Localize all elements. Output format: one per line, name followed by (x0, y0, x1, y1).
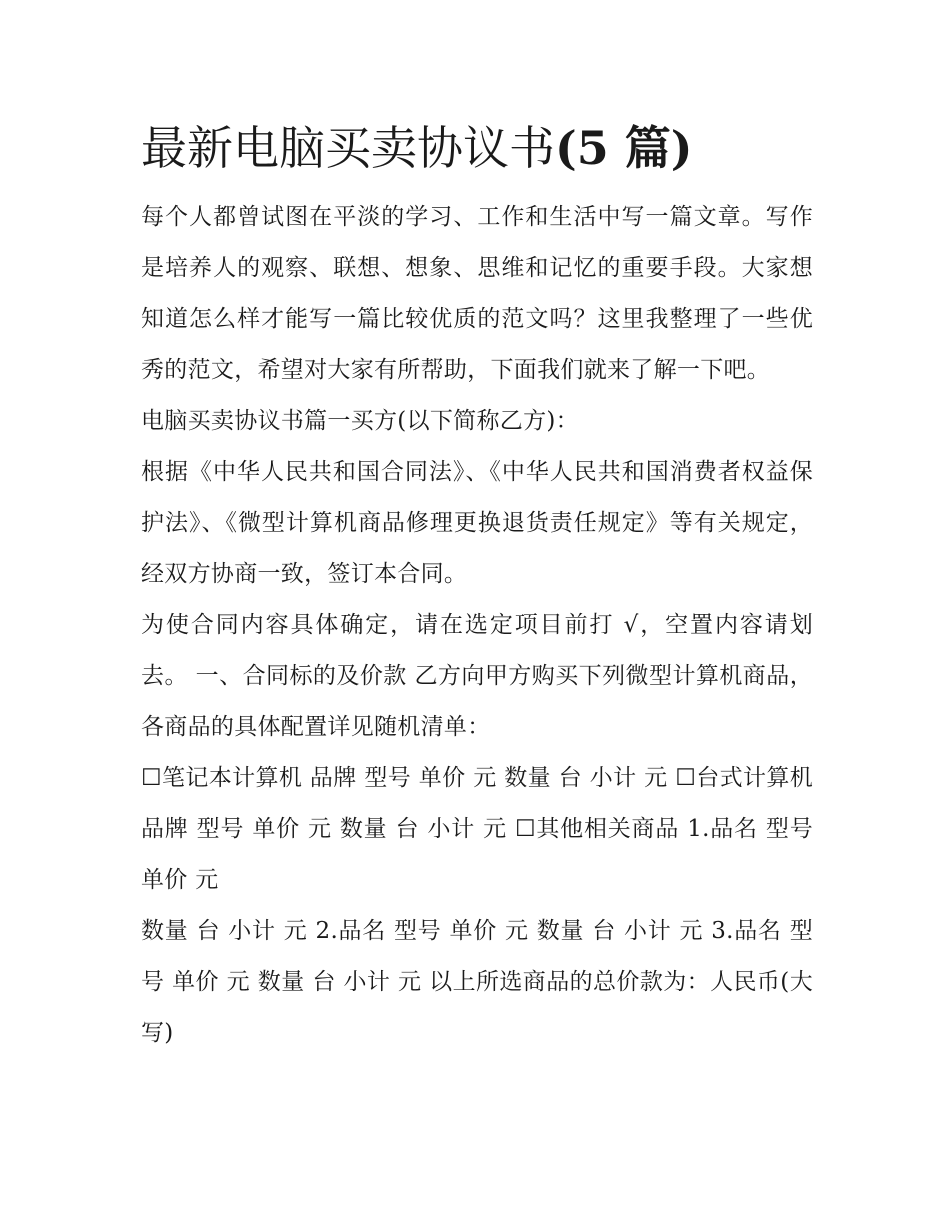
paragraph-instructions: 为使合同内容具体确定，请在选定项目前打 √，空置内容请划去。 一、合同标的及价款 乙方向甲方购买下列微型计算机商品，各商品的具体配置详见随机清单： (141, 612, 813, 740)
paragraph-item-list: ☐笔记本计算机 品牌 型号 单价 元 数量 台 小计 元 ☐台式计算机 品牌 型号 单价 元 数量 台 小计 元 ☐其他相关商品 1.品名 型号 单价 元 (141, 765, 813, 893)
paragraph-item-totals: 数量 台 小计 元 2.品名 型号 单价 元 数量 台 小计 元 3.品名 型号 单价 元 数量 台 小计 元 以上所选商品的总价款为：人民币(大写) (141, 918, 813, 1046)
document-title-main: 最新电脑买卖协议书 (141, 121, 555, 175)
paragraph-legal-basis: 根据《中华人民共和国合同法》、《中华人民共和国消费者权益保护法》、《微型计算机商品修理更换退货责任规定》等有关规定，经双方协商一致，签订本合同。 (141, 459, 813, 587)
document-title-suffix: (5 篇) (555, 121, 693, 175)
document-page (141, 112, 813, 1059)
paragraph-intro: 每个人都曾试图在平淡的学习、工作和生活中写一篇文章。写作是培养人的观察、联想、想象、思维和记忆的重要手段。大家想知道怎么样才能写一篇比较优质的范文吗？这里我整理了一些优秀的范文，希望对大家有所帮助，下面我们就来了解一下吧。 (141, 204, 813, 383)
paragraph-heading-buyer: 电脑买卖协议书篇一买方(以下简称乙方)： (141, 408, 579, 434)
document-title (141, 112, 813, 184)
